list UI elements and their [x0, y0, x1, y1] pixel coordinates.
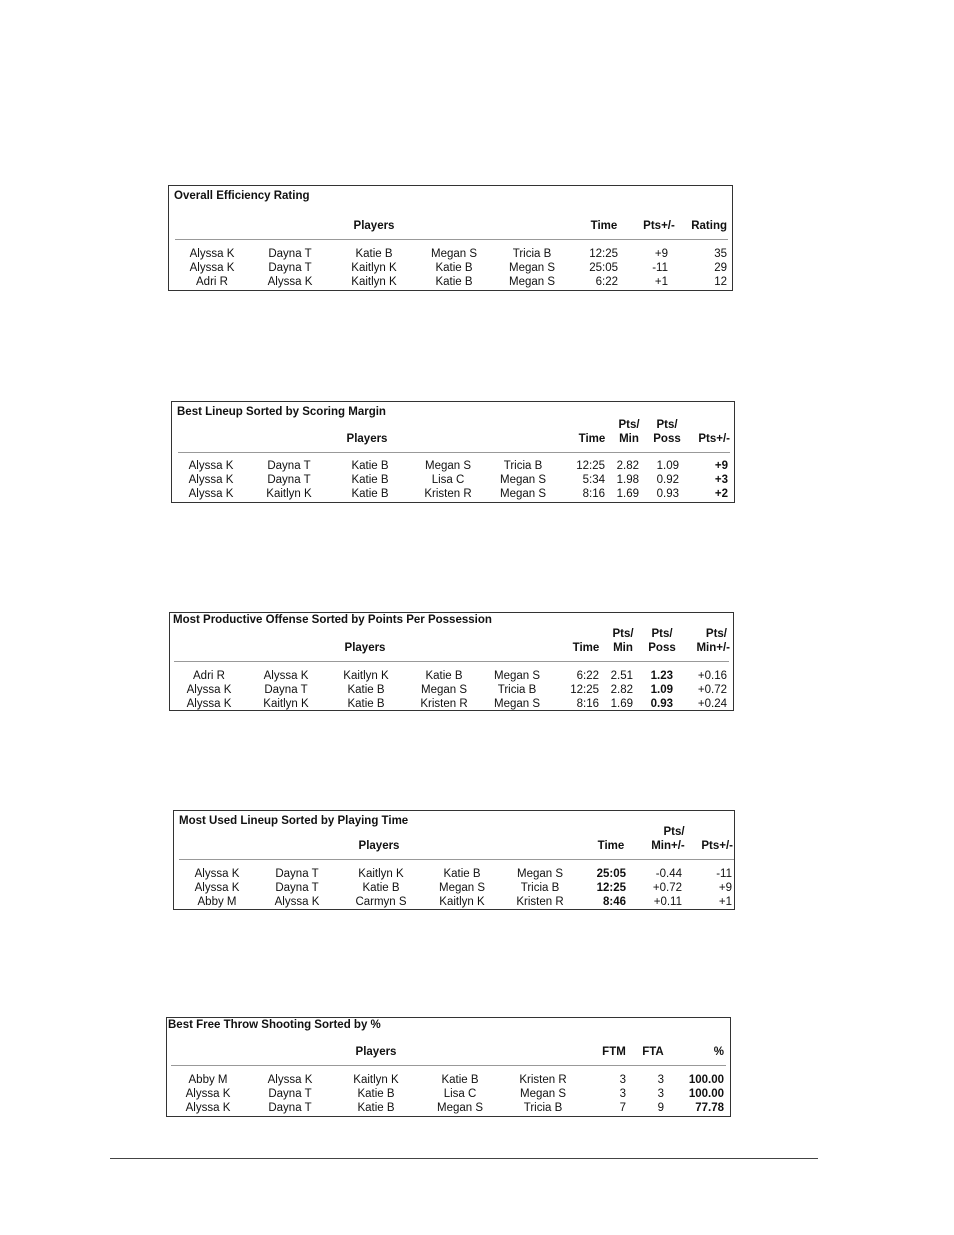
player-cell: Megan S	[436, 1102, 484, 1114]
player-cell: Alyssa K	[188, 474, 234, 486]
player-cell: Kristen R	[519, 1074, 567, 1086]
time-cell: 25:05	[596, 868, 626, 880]
rating-cell: 12	[714, 276, 727, 288]
player-cell: Katie B	[357, 1102, 395, 1114]
pts-poss-header-bottom: Poss	[653, 433, 681, 445]
player-cell: Lisa C	[431, 474, 465, 486]
time-header: Time	[572, 642, 600, 654]
time-cell: 5:34	[582, 474, 605, 486]
pts-plus-minus-cell: +9	[654, 248, 668, 260]
player-cell: Kaitlyn K	[358, 868, 404, 880]
header-divider	[174, 661, 729, 662]
time-cell: 12:25	[589, 248, 618, 260]
player-cell: Dayna T	[268, 1102, 312, 1114]
table-best-lineup-scoring-margin	[171, 401, 735, 503]
player-cell: Kristen R	[424, 488, 472, 500]
table-row	[174, 895, 734, 909]
pts-poss-cell: 0.93	[656, 488, 679, 500]
player-cell: Kaitlyn K	[343, 670, 389, 682]
header-divider	[178, 452, 730, 453]
table-best-free-throw	[166, 1017, 731, 1117]
player-cell: Dayna T	[268, 248, 312, 260]
player-cell: Alyssa K	[188, 488, 234, 500]
player-cell: Tricia B	[520, 882, 560, 894]
pts-min-cell: 2.82	[616, 460, 639, 472]
table-row	[170, 669, 733, 683]
player-cell: Dayna T	[268, 1088, 312, 1100]
player-cell: Megan S	[499, 488, 547, 500]
footer-rule	[110, 1158, 818, 1159]
fta-header: FTA	[642, 1046, 664, 1058]
pts-min-header-top: Pts/	[612, 628, 634, 640]
pts-min-plus-minus-cell: +0.16	[697, 670, 727, 682]
player-cell: Katie B	[362, 882, 400, 894]
player-cell: Katie B	[347, 684, 385, 696]
pts-min-plus-minus-cell: +0.72	[652, 882, 682, 894]
pts-poss-header-top: Pts/	[651, 628, 673, 640]
player-cell: Alyssa K	[185, 1088, 231, 1100]
table-row	[172, 473, 734, 487]
players-header: Players	[358, 840, 400, 852]
player-cell: Alyssa K	[263, 670, 309, 682]
player-cell: Carmyn S	[355, 896, 407, 908]
player-cell: Tricia B	[503, 460, 543, 472]
player-cell: Alyssa K	[186, 684, 232, 696]
pts-min-cell: 1.69	[616, 488, 639, 500]
player-cell: Katie B	[351, 474, 389, 486]
player-cell: Megan S	[519, 1088, 567, 1100]
time-cell: 8:46	[602, 896, 626, 908]
player-cell: Abby M	[197, 896, 237, 908]
pct-cell: 77.78	[695, 1102, 724, 1114]
player-cell: Dayna T	[264, 684, 308, 696]
pts-plus-minus-cell: +9	[714, 460, 728, 472]
player-cell: Kristen R	[420, 698, 468, 710]
pts-min-plus-minus-header-bottom: Min+/-	[696, 642, 730, 654]
pts-poss-header-bottom: Poss	[648, 642, 676, 654]
player-cell: Katie B	[357, 1088, 395, 1100]
table-row	[174, 867, 734, 881]
rating-cell: 35	[714, 248, 727, 260]
player-cell: Katie B	[351, 460, 389, 472]
player-cell: Alyssa K	[189, 262, 235, 274]
ftm-cell: 7	[619, 1102, 626, 1114]
player-cell: Alyssa K	[274, 896, 320, 908]
table-row	[172, 459, 734, 473]
player-cell: Dayna T	[267, 474, 311, 486]
time-cell: 6:22	[576, 670, 599, 682]
pts-plus-minus-cell: +2	[714, 488, 728, 500]
fta-cell: 3	[657, 1088, 664, 1100]
header-divider	[175, 239, 728, 240]
pts-min-plus-minus-cell: +0.72	[697, 684, 727, 696]
player-cell: Dayna T	[268, 262, 312, 274]
player-cell: Kaitlyn K	[351, 276, 397, 288]
pts-plus-minus-cell: +1	[718, 896, 732, 908]
player-cell: Katie B	[355, 248, 393, 260]
pts-min-cell: 2.82	[610, 684, 633, 696]
pts-min-header-bottom: Min	[613, 642, 633, 654]
pts-min-plus-minus-header-top: Pts/	[663, 826, 685, 838]
player-cell: Megan S	[420, 684, 468, 696]
player-cell: Alyssa K	[185, 1102, 231, 1114]
pts-plus-minus-cell: +1	[654, 276, 668, 288]
rating-cell: 29	[714, 262, 727, 274]
player-cell: Abby M	[188, 1074, 228, 1086]
player-cell: Kaitlyn K	[266, 488, 312, 500]
player-cell: Adri R	[196, 276, 228, 288]
table-row	[170, 697, 733, 711]
player-cell: Megan S	[438, 882, 486, 894]
player-cell: Alyssa K	[188, 460, 234, 472]
player-cell: Kaitlyn K	[263, 698, 309, 710]
pts-min-cell: 1.69	[610, 698, 633, 710]
pts-plus-minus-cell: -11	[716, 868, 732, 880]
pts-poss-cell: 0.93	[650, 698, 673, 710]
player-cell: Megan S	[508, 262, 556, 274]
players-header: Players	[353, 220, 395, 232]
time-cell: 25:05	[589, 262, 618, 274]
pts-min-cell: 2.51	[610, 670, 633, 682]
time-header: Time	[590, 220, 618, 232]
player-cell: Kaitlyn K	[439, 896, 485, 908]
pct-cell: 100.00	[688, 1074, 724, 1086]
pts-min-plus-minus-header-bottom: Min+/-	[651, 840, 685, 852]
player-cell: Katie B	[435, 262, 473, 274]
pts-poss-cell: 1.09	[656, 460, 679, 472]
rating-header: Rating	[691, 220, 727, 232]
time-header: Time	[578, 433, 606, 445]
pct-header: %	[713, 1046, 724, 1058]
ftm-cell: 3	[619, 1074, 626, 1086]
player-cell: Katie B	[425, 670, 463, 682]
player-cell: Tricia B	[512, 248, 552, 260]
player-cell: Megan S	[499, 474, 547, 486]
player-cell: Megan S	[516, 868, 564, 880]
table-title: Most Productive Offense Sorted by Points Per Possession	[173, 614, 492, 626]
pts-plus-minus-cell: -11	[652, 262, 668, 274]
player-cell: Katie B	[441, 1074, 479, 1086]
players-header: Players	[355, 1046, 397, 1058]
time-cell: 6:22	[595, 276, 618, 288]
ftm-cell: 3	[619, 1088, 626, 1100]
table-row	[167, 1073, 730, 1087]
table-title: Best Lineup Sorted by Scoring Margin	[177, 406, 386, 418]
pts-min-header-bottom: Min	[619, 433, 639, 445]
time-cell: 12:25	[596, 882, 626, 894]
time-cell: 12:25	[570, 684, 599, 696]
players-header: Players	[346, 433, 388, 445]
pts-min-header-top: Pts/	[618, 419, 640, 431]
table-row	[172, 487, 734, 501]
pts-min-plus-minus-header-top: Pts/	[705, 628, 727, 640]
table-overall-efficiency	[168, 185, 733, 291]
player-cell: Alyssa K	[267, 1074, 313, 1086]
player-cell: Megan S	[430, 248, 478, 260]
table-row	[170, 683, 733, 697]
pts-poss-header-top: Pts/	[656, 419, 678, 431]
pts-plus-minus-cell: +9	[718, 882, 732, 894]
player-cell: Alyssa K	[189, 248, 235, 260]
player-cell: Tricia B	[523, 1102, 563, 1114]
player-cell: Dayna T	[267, 460, 311, 472]
ftm-header: FTM	[602, 1046, 626, 1058]
pts-poss-cell: 1.09	[650, 684, 673, 696]
player-cell: Lisa C	[443, 1088, 477, 1100]
table-row	[167, 1087, 730, 1101]
player-cell: Alyssa K	[194, 882, 240, 894]
player-cell: Katie B	[347, 698, 385, 710]
table-title: Most Used Lineup Sorted by Playing Time	[179, 815, 409, 827]
pts-min-plus-minus-cell: +0.11	[653, 896, 682, 908]
pct-cell: 100.00	[688, 1088, 724, 1100]
time-cell: 8:16	[582, 488, 605, 500]
player-cell: Megan S	[493, 698, 541, 710]
player-cell: Katie B	[435, 276, 473, 288]
player-cell: Kaitlyn K	[351, 262, 397, 274]
table-title: Overall Efficiency Rating	[174, 190, 310, 202]
players-header: Players	[344, 642, 386, 654]
pts-plus-minus-header: Pts+/-	[698, 433, 730, 445]
player-cell: Megan S	[493, 670, 541, 682]
header-divider	[179, 859, 734, 860]
time-header: Time	[597, 840, 625, 852]
table-most-productive-offense	[169, 612, 734, 711]
pts-min-cell: 1.98	[616, 474, 639, 486]
player-cell: Adri R	[193, 670, 225, 682]
fta-cell: 3	[657, 1074, 664, 1086]
player-cell: Kaitlyn K	[353, 1074, 399, 1086]
player-cell: Alyssa K	[186, 698, 232, 710]
player-cell: Alyssa K	[194, 868, 240, 880]
header-divider	[171, 1065, 726, 1066]
pts-min-plus-minus-cell: -0.44	[655, 868, 682, 880]
fta-cell: 9	[657, 1102, 664, 1114]
player-cell: Megan S	[424, 460, 472, 472]
pts-poss-cell: 0.92	[656, 474, 679, 486]
player-cell: Megan S	[508, 276, 556, 288]
player-cell: Dayna T	[275, 882, 319, 894]
table-row	[169, 275, 732, 289]
pts-plus-minus-header: Pts+/-	[701, 840, 733, 852]
pts-poss-cell: 1.23	[650, 670, 673, 682]
pts-plus-minus-cell: +3	[714, 474, 728, 486]
time-cell: 12:25	[576, 460, 605, 472]
player-cell: Tricia B	[497, 684, 537, 696]
table-row	[169, 247, 732, 261]
table-row	[169, 261, 732, 275]
player-cell: Alyssa K	[267, 276, 313, 288]
table-title: Best Free Throw Shooting Sorted by %	[168, 1019, 381, 1031]
pts-min-plus-minus-cell: +0.24	[697, 698, 727, 710]
player-cell: Katie B	[351, 488, 389, 500]
table-row	[174, 881, 734, 895]
player-cell: Kristen R	[516, 896, 564, 908]
player-cell: Katie B	[443, 868, 481, 880]
player-cell: Dayna T	[275, 868, 319, 880]
time-cell: 8:16	[576, 698, 599, 710]
table-most-used-lineup	[173, 810, 735, 910]
pts-plus-minus-header: Pts+/-	[643, 220, 675, 232]
table-row	[167, 1101, 730, 1115]
